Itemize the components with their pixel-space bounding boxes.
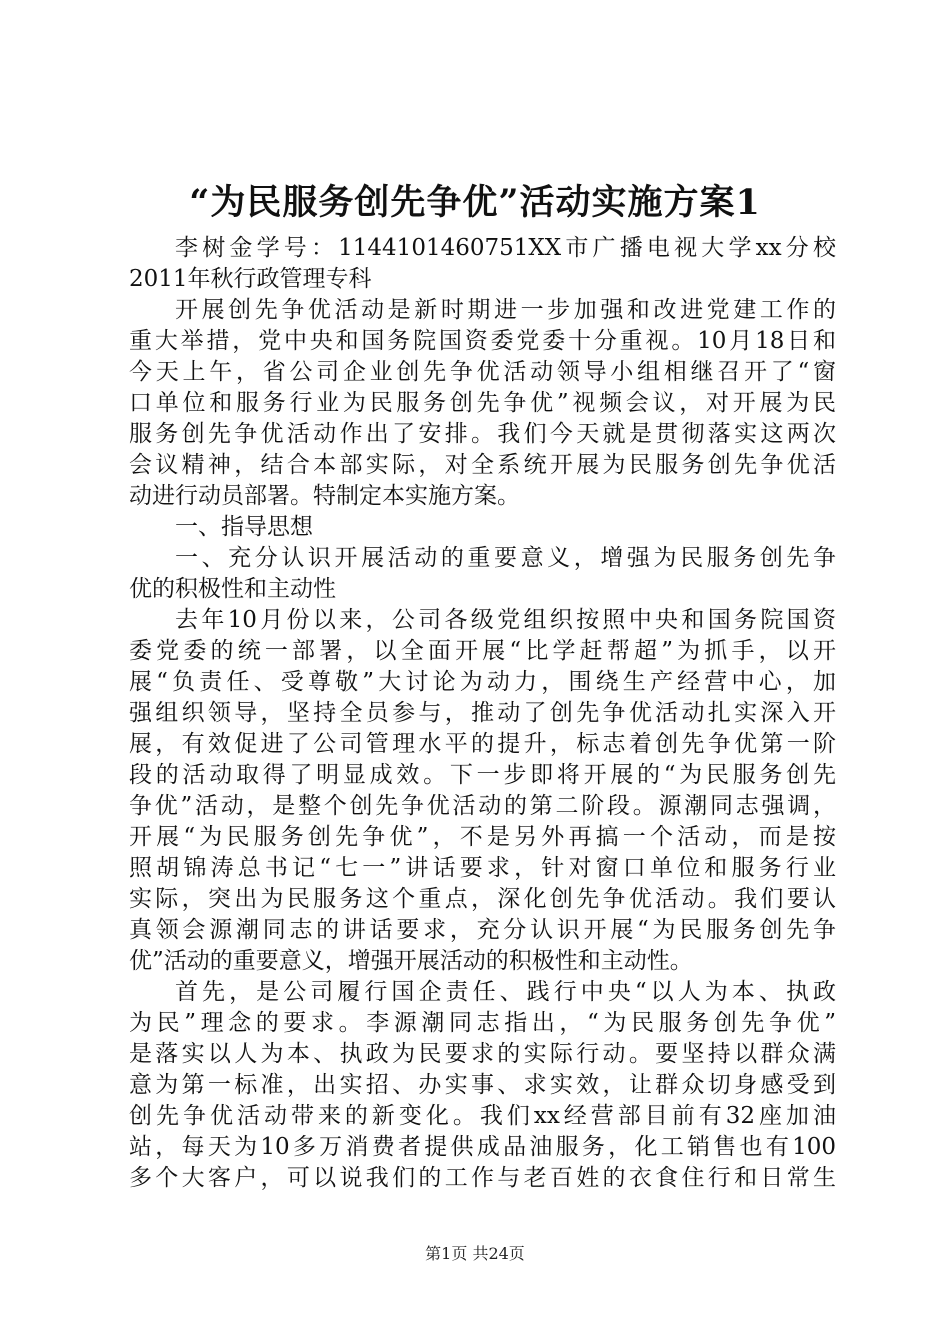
document-title: “为民服务创先争优”活动实施方案1 (189, 182, 761, 223)
text-line: 强组织领导，坚持全员参与，推动了创先争优活动扎实深入开 (129, 700, 836, 726)
document-body (129, 233, 836, 1194)
text-line: 优”活动的重要意义，增强开展活动的积极性和主动性。 (129, 948, 693, 974)
text-line: 意为第一标准，出实招、办实事、求实效，让群众切身感受到 (129, 1072, 836, 1098)
text-line: 去年10月份以来，公司各级党组织按照中央和国务院国资 (175, 607, 836, 633)
text-line: 为民”理念的要求。李源潮同志指出，“为民服务创先争优” (129, 1010, 836, 1036)
text-line: 委党委的统一部署，以全面开展“比学赶帮超”为抓手，以开 (129, 638, 836, 664)
text-line: 2011年秋行政管理专科 (129, 266, 372, 292)
page-footer: 第1页 共24页 (425, 1244, 525, 1263)
text-line: 优的积极性和主动性 (129, 576, 336, 602)
text-line: 段的活动取得了明显成效。下一步即将开展的“为民服务创先 (129, 762, 836, 788)
text-line: 李树金学号：1144101460751XX市广播电视大学xx分校 (175, 235, 836, 261)
text-line: 展“负责任、受尊敬”大讨论为动力，围绕生产经营中心，加 (129, 669, 836, 695)
text-line: 会议精神，结合本部实际，对全系统开展为民服务创先争优活 (129, 452, 836, 478)
text-line: 是落实以人为本、执政为民要求的实际行动。要坚持以群众满 (129, 1041, 836, 1067)
text-line: 展，有效促进了公司管理水平的提升，标志着创先争优第一阶 (129, 731, 836, 757)
text-line: 创先争优活动带来的新变化。我们xx经营部目前有32座加油 (129, 1103, 836, 1129)
text-line: 服务创先争优活动作出了安排。我们今天就是贯彻落实这两次 (129, 421, 836, 447)
text-line: 多个大客户，可以说我们的工作与老百姓的衣食住行和日常生 (129, 1165, 836, 1191)
text-line: 一、指导思想 (175, 514, 313, 540)
text-line: 首先，是公司履行国企责任、践行中央“以人为本、执政 (175, 979, 836, 1005)
text-line: 站，每天为10多万消费者提供成品油服务，化工销售也有100 (129, 1134, 836, 1160)
text-line: 实际，突出为民服务这个重点，深化创先争优活动。我们要认 (129, 886, 836, 912)
text-line: 开展创先争优活动是新时期进一步加强和改进党建工作的 (175, 297, 836, 323)
text-line: 口单位和服务行业为民服务创先争优”视频会议，对开展为民 (129, 390, 836, 416)
text-line: 照胡锦涛总书记“七一”讲话要求，针对窗口单位和服务行业 (129, 855, 836, 881)
text-line: 争优”活动，是整个创先争优活动的第二阶段。源潮同志强调， (129, 793, 836, 819)
text-line: 今天上午，省公司企业创先争优活动领导小组相继召开了“窗 (129, 359, 836, 385)
text-line: 开展“为民服务创先争优”，不是另外再搞一个活动，而是按 (129, 824, 836, 850)
text-line: 重大举措，党中央和国务院国资委党委十分重视。10月18日和 (129, 328, 836, 354)
text-line: 真领会源潮同志的讲话要求，充分认识开展“为民服务创先争 (129, 917, 836, 943)
text-line: 动进行动员部署。特制定本实施方案。 (129, 483, 520, 509)
text-line: 一、充分认识开展活动的重要意义，增强为民服务创先争 (175, 545, 836, 571)
